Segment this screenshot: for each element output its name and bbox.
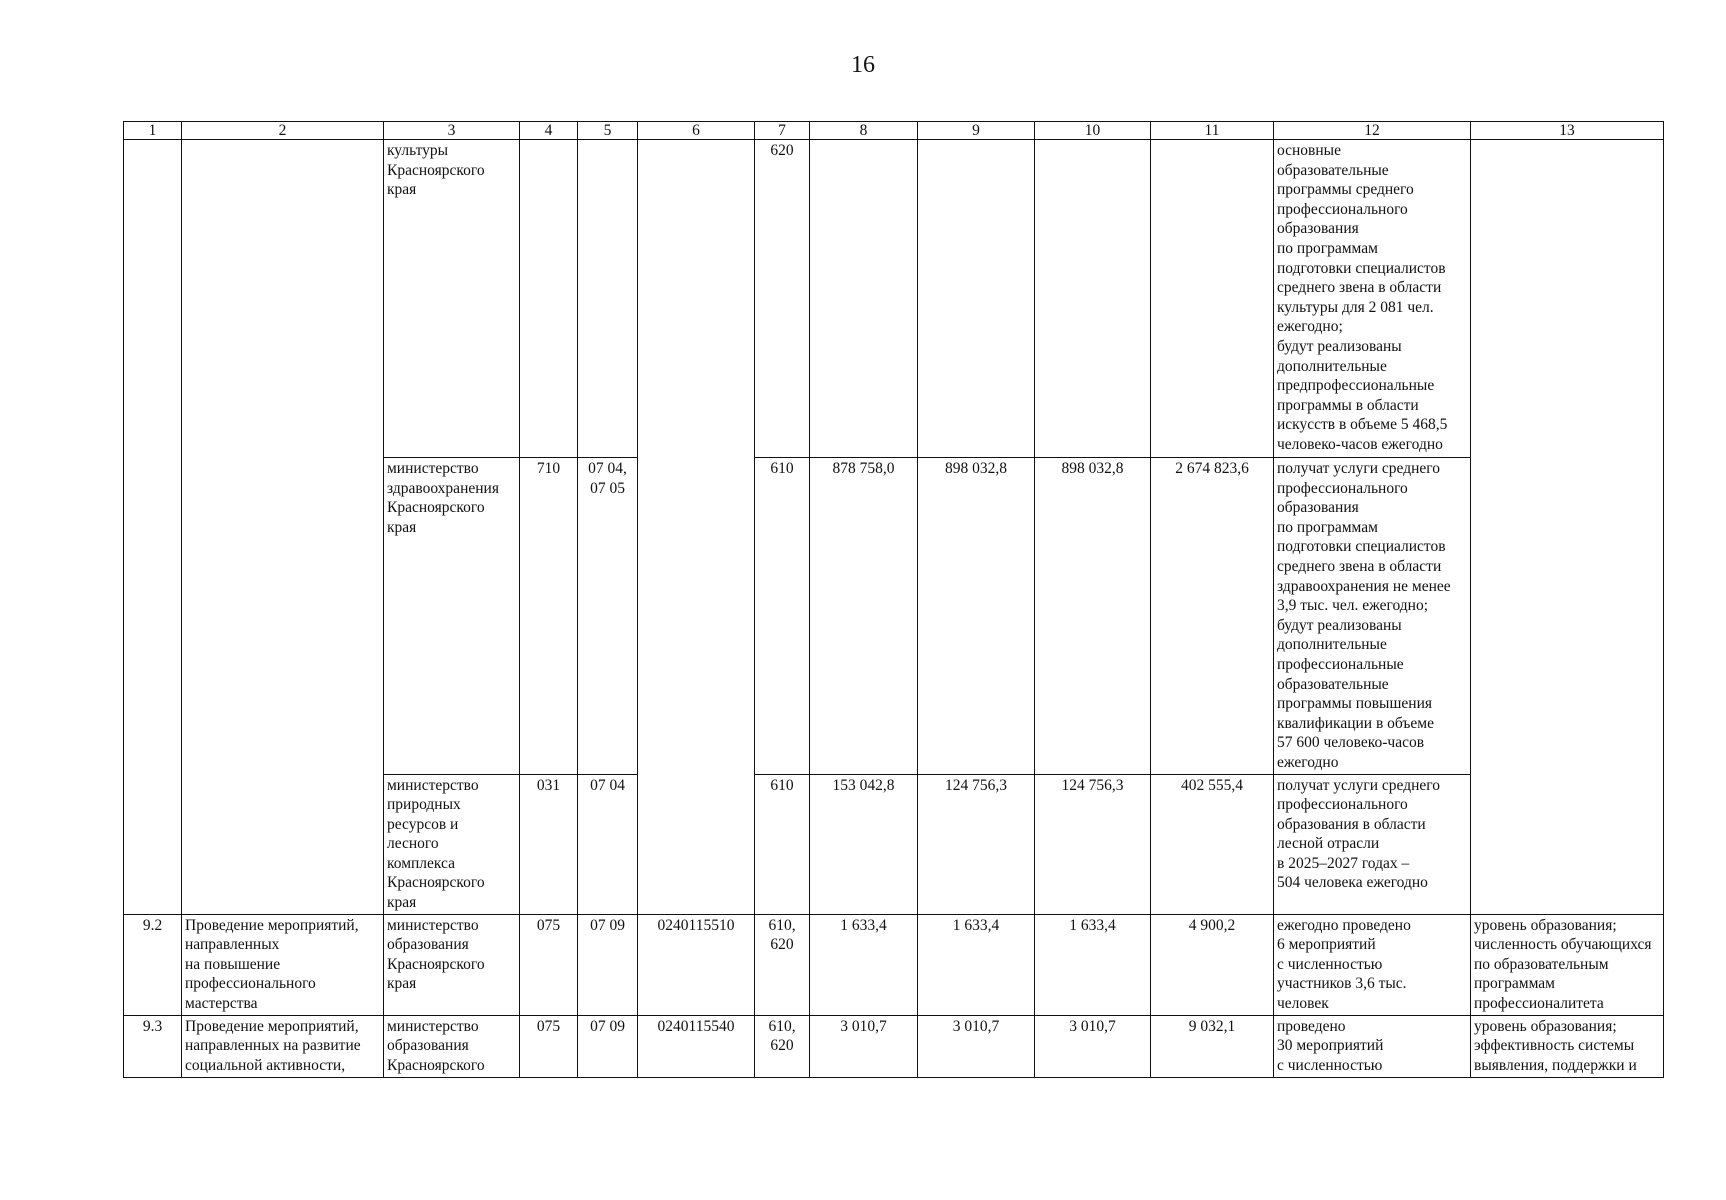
budget-table [123, 121, 1664, 1078]
section-code-cell: 07 04 [578, 774, 638, 914]
result-cell: проведено 30 мероприятий с численностью [1274, 1015, 1471, 1077]
result-cell: основные образовательные программы среднего профессионального образования по программам подготовки специалистов среднего звена в области культуры для 2 081 чел. ежегодно; будут реализованы дополнительные предпрофессиональные программы в области искусств в объеме 5 468,5 человеко-часов ежегодно [1274, 140, 1471, 458]
column-number: 8 [810, 122, 918, 140]
expense-type-cell: 610 [755, 458, 810, 775]
responsible-cell: министерство природных ресурсов и лесного комплекса Красноярского края [384, 774, 520, 914]
amount-2025-cell: 3 010,7 [810, 1015, 918, 1077]
table-cell [124, 140, 182, 915]
column-number: 1 [124, 122, 182, 140]
amount-2027-cell: 898 032,8 [1035, 458, 1151, 775]
table-row-9-3 [124, 1015, 1664, 1077]
amount-2026-cell: 124 756,3 [918, 774, 1035, 914]
amount-2027-cell: 1 633,4 [1035, 914, 1151, 1015]
column-number: 5 [578, 122, 638, 140]
responsible-cell: министерство здравоохранения Красноярского края [384, 458, 520, 775]
page-number: 16 [851, 52, 875, 78]
amount-2027-cell: 124 756,3 [1035, 774, 1151, 914]
column-number: 9 [918, 122, 1035, 140]
column-number: 13 [1471, 122, 1664, 140]
column-number: 2 [182, 122, 384, 140]
result-cell: ежегодно проведено 6 мероприятий с численностью участников 3,6 тыс. человек [1274, 914, 1471, 1015]
amount-2025-cell: 153 042,8 [810, 774, 918, 914]
grbs-code-cell: 710 [520, 458, 578, 775]
grbs-code-cell: 031 [520, 774, 578, 914]
table-row-9-2 [124, 914, 1664, 1015]
target-article-cell: 0240115540 [638, 1015, 755, 1077]
amount-2026-cell: 898 032,8 [918, 458, 1035, 775]
item-number-cell: 9.2 [124, 914, 182, 1015]
activity-name-cell: Проведение мероприятий, направленных на повышение профессионального мастерства [182, 914, 384, 1015]
column-number: 6 [638, 122, 755, 140]
table-cell [638, 140, 755, 915]
column-number: 3 [384, 122, 520, 140]
table-cell [182, 140, 384, 915]
column-number-row [124, 122, 1664, 140]
responsible-cell: министерство образования Красноярского края [384, 914, 520, 1015]
column-number: 4 [520, 122, 578, 140]
amount-2027-cell: 3 010,7 [1035, 1015, 1151, 1077]
expense-type-cell: 610, 620 [755, 1015, 810, 1077]
amount-2026-cell: 1 633,4 [918, 914, 1035, 1015]
section-code-cell: 07 04, 07 05 [578, 458, 638, 775]
amount-total-cell: 402 555,4 [1151, 774, 1274, 914]
responsible-cell: министерство образования Красноярского [384, 1015, 520, 1077]
amount-2025-cell: 878 758,0 [810, 458, 918, 775]
section-code-cell: 07 09 [578, 1015, 638, 1077]
amount-2026-cell: 3 010,7 [918, 1015, 1035, 1077]
column-number: 10 [1035, 122, 1151, 140]
column-number: 7 [755, 122, 810, 140]
result-cell: получат услуги среднего профессионального образования в области лесной отрасли в 2025–2027 годах – 504 человека ежегодно [1274, 774, 1471, 914]
table-row-culture [124, 140, 1664, 458]
table-cell [1471, 140, 1664, 915]
table-cell [918, 140, 1035, 458]
table-cell [1151, 140, 1274, 458]
result-cell: получат услуги среднего профессионального образования по программам подготовки специалистов среднего звена в области здравоохранения не менее 3,9 тыс. чел. ежегодно; будут реализованы дополнительные профессиональные образовательные программы повышения квалификации в объеме 57 600 человеко-часов ежегодно [1274, 458, 1471, 775]
expense-type-cell: 610 [755, 774, 810, 914]
expense-type-cell: 610, 620 [755, 914, 810, 1015]
target-article-cell: 0240115510 [638, 914, 755, 1015]
amount-total-cell: 9 032,1 [1151, 1015, 1274, 1077]
table-cell [810, 140, 918, 458]
grbs-code-cell: 075 [520, 914, 578, 1015]
item-number-cell: 9.3 [124, 1015, 182, 1077]
amount-2025-cell: 1 633,4 [810, 914, 918, 1015]
table-cell [1035, 140, 1151, 458]
section-code-cell: 07 09 [578, 914, 638, 1015]
grbs-code-cell: 075 [520, 1015, 578, 1077]
indicator-cell: уровень образования; численность обучающихся по образовательным программам профессионалитета [1471, 914, 1664, 1015]
column-number: 12 [1274, 122, 1471, 140]
responsible-cell: культуры Красноярского края [384, 140, 520, 458]
table-cell [578, 140, 638, 458]
expense-type-cell: 620 [755, 140, 810, 458]
indicator-cell: уровень образования; эффективность системы выявления, поддержки и [1471, 1015, 1664, 1077]
column-number: 11 [1151, 122, 1274, 140]
amount-total-cell: 4 900,2 [1151, 914, 1274, 1015]
table-cell [520, 140, 578, 458]
activity-name-cell: Проведение мероприятий, направленных на развитие социальной активности, [182, 1015, 384, 1077]
amount-total-cell: 2 674 823,6 [1151, 458, 1274, 775]
